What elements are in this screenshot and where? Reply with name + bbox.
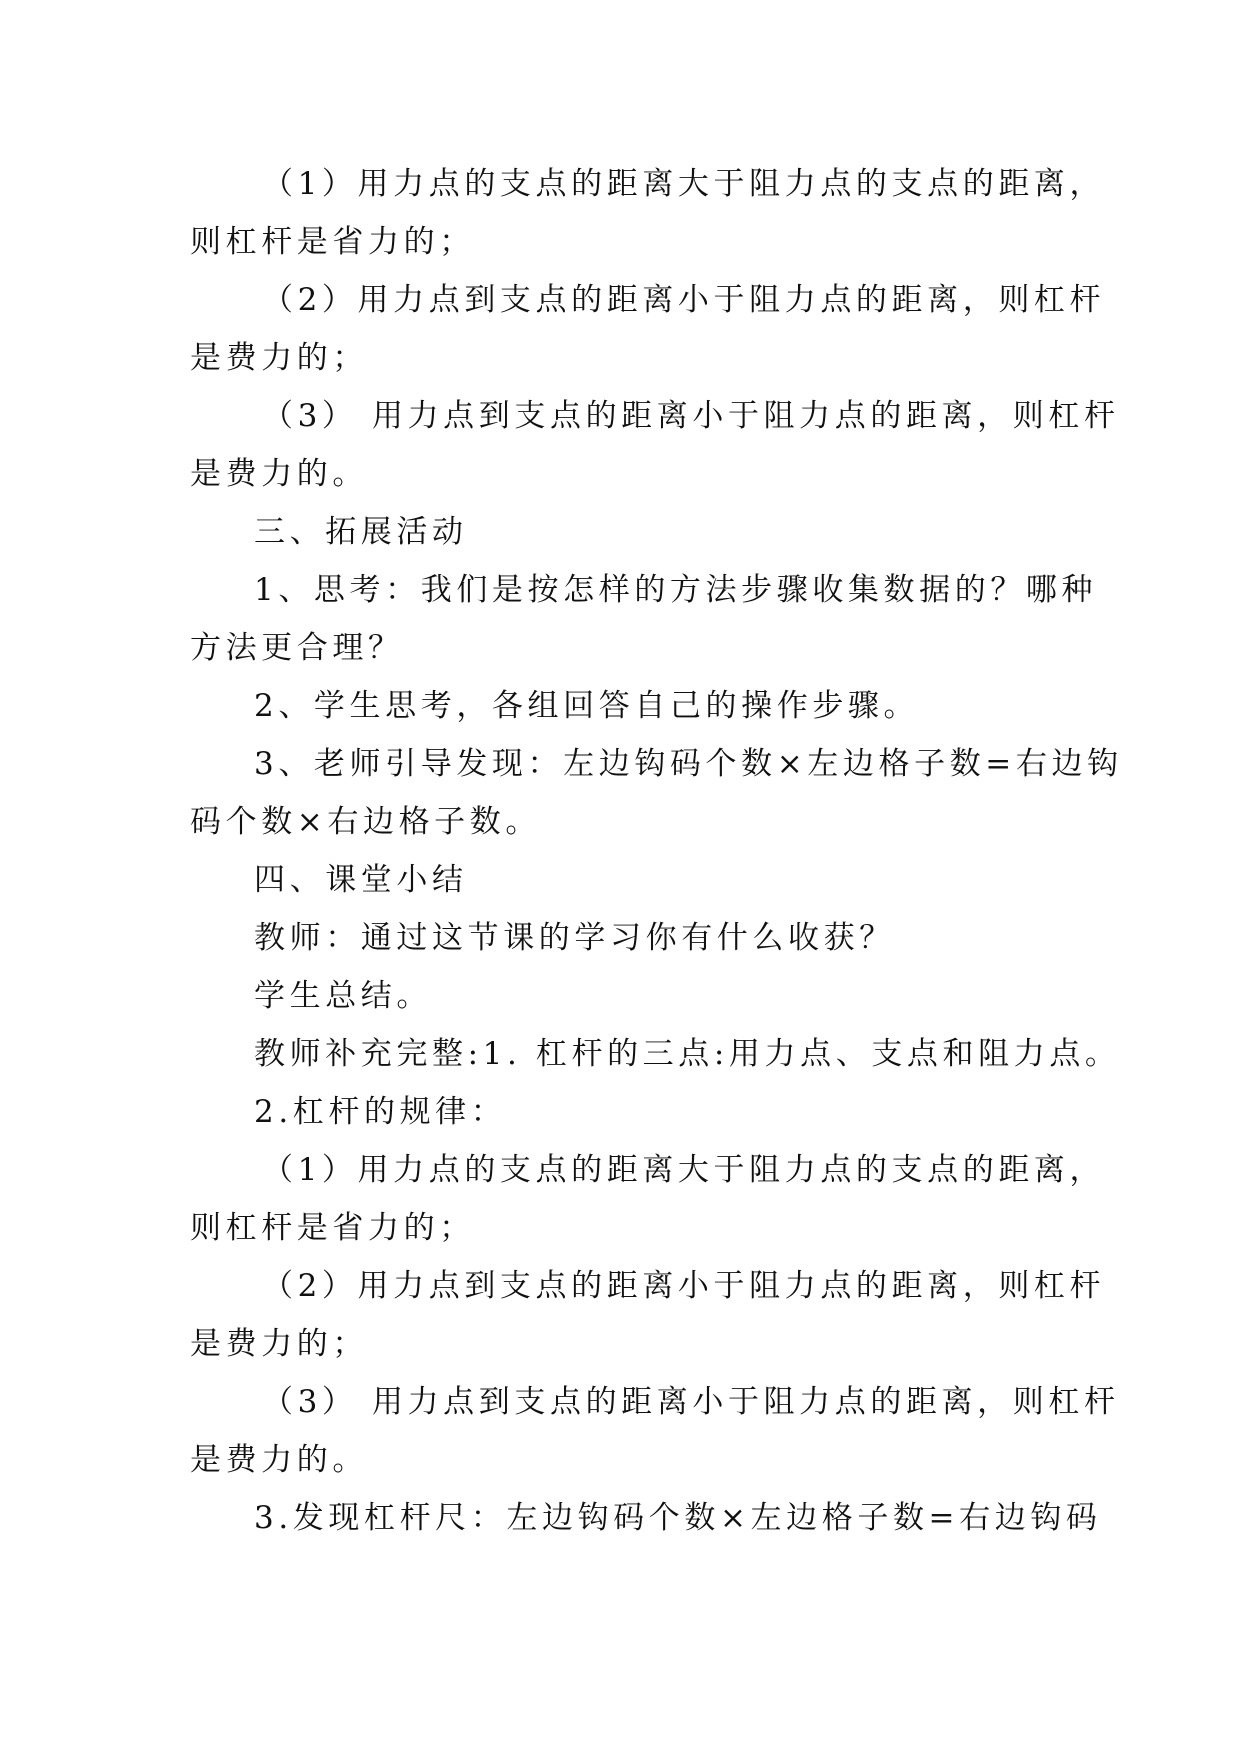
paragraph-line: 是费力的。 bbox=[190, 1442, 368, 1478]
paragraph-line: 是费力的； bbox=[190, 1326, 368, 1362]
paragraph-line: 1、思考：我们是按怎样的方法步骤收集数据的？哪种 bbox=[254, 572, 1098, 608]
paragraph-line: 码个数×右边格子数。 bbox=[190, 804, 541, 840]
paragraph-line: 3.发现杠杆尺：左边钩码个数×左边格子数=右边钩码 bbox=[254, 1500, 1102, 1536]
section-heading: 三、拓展活动 bbox=[254, 514, 468, 550]
paragraph-line: 则杠杆是省力的； bbox=[190, 1210, 475, 1246]
paragraph-line: 则杠杆是省力的； bbox=[190, 224, 475, 260]
paragraph-line: （2）用力点到支点的距离小于阻力点的距离，则杠杆 bbox=[262, 282, 1106, 318]
paragraph-line: 是费力的； bbox=[190, 340, 368, 376]
paragraph-line: 是费力的。 bbox=[190, 456, 368, 492]
paragraph-line: 学生总结。 bbox=[254, 978, 432, 1014]
paragraph-line: 2.杠杆的规律： bbox=[254, 1094, 507, 1130]
paragraph-line: 方法更合理？ bbox=[190, 630, 404, 666]
paragraph-line: （3） 用力点到支点的距离小于阻力点的距离，则杠杆 bbox=[262, 1384, 1120, 1420]
paragraph-line: 3、老师引导发现：左边钩码个数×左边格子数=右边钩 bbox=[254, 746, 1123, 782]
paragraph-line: 教师补充完整:1. 杠杆的三点:用力点、支点和阻力点。 bbox=[254, 1036, 1121, 1072]
section-heading: 四、课堂小结 bbox=[254, 862, 468, 898]
paragraph-line: （1）用力点的支点的距离大于阻力点的支点的距离， bbox=[262, 1152, 1106, 1188]
paragraph-line: 教师：通过这节课的学习你有什么收获？ bbox=[254, 920, 895, 956]
paragraph-line: 2、学生思考，各组回答自己的操作步骤。 bbox=[254, 688, 920, 724]
paragraph-line: （3） 用力点到支点的距离小于阻力点的距离，则杠杆 bbox=[262, 398, 1120, 434]
paragraph-line: （1）用力点的支点的距离大于阻力点的支点的距离， bbox=[262, 166, 1106, 202]
paragraph-line: （2）用力点到支点的距离小于阻力点的距离，则杠杆 bbox=[262, 1268, 1106, 1304]
